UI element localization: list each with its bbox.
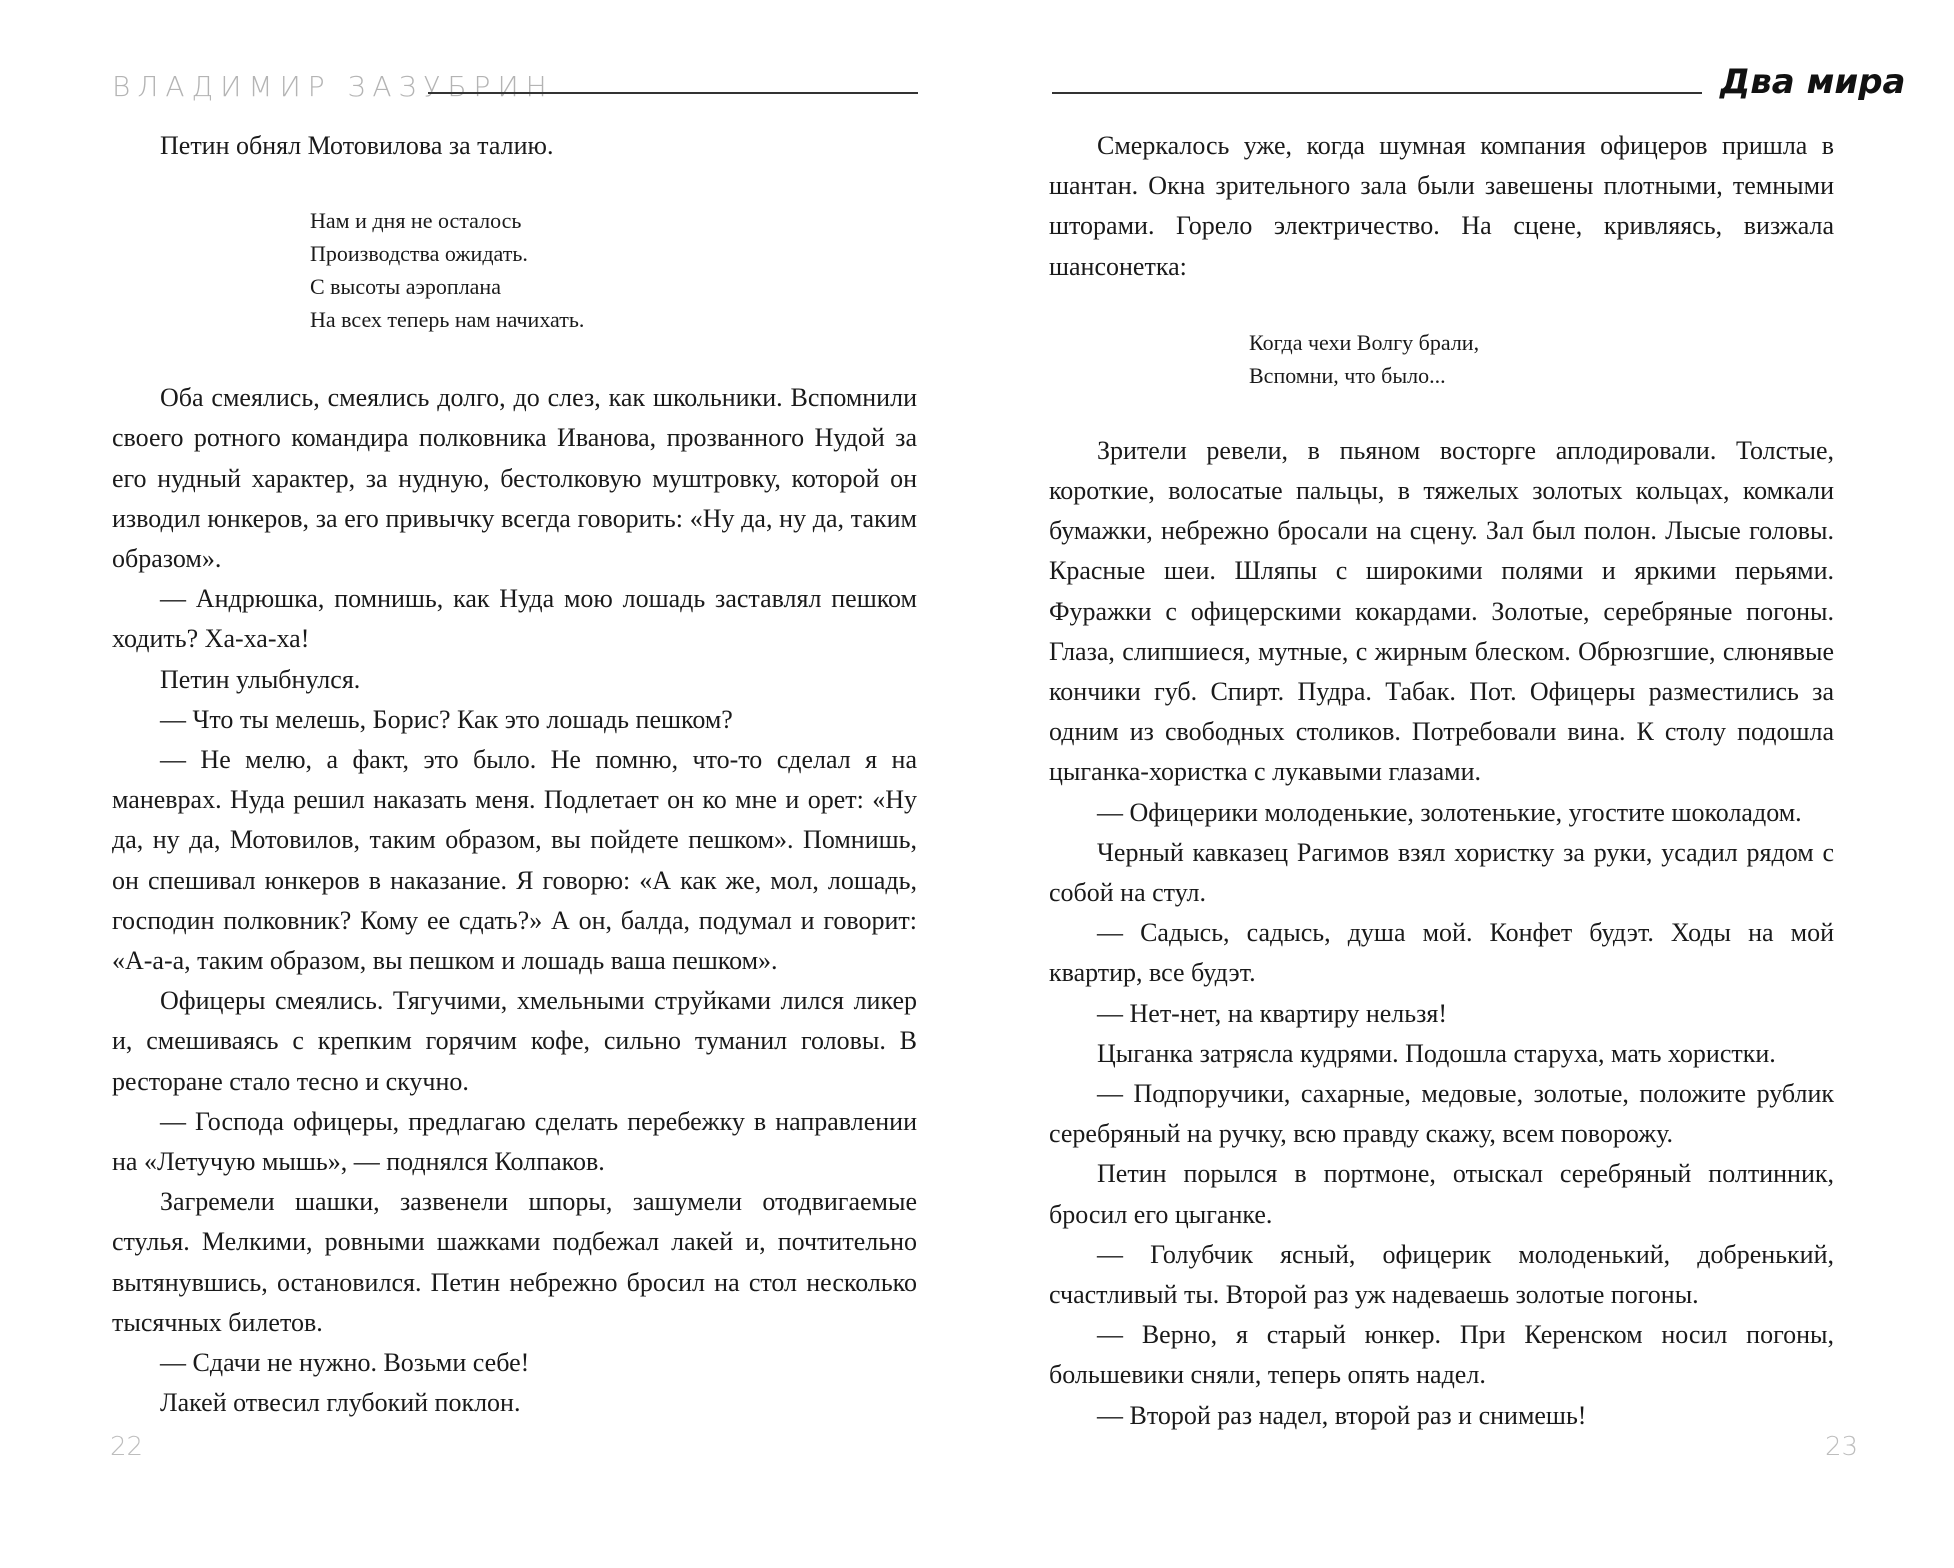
paragraph: Черный кавказец Рагимов взял хористку за руки, усадил рядом с собой на стул. — [1049, 837, 1834, 908]
verse-block — [1249, 326, 1834, 392]
verse-line: Нам и дня не осталось — [310, 208, 522, 234]
paragraph: Лакей отвесил глубокий поклон. — [160, 1388, 521, 1418]
paragraph: Петин порылся в портмоне, отыскал серебряный полтинник, бросил его цыганке. — [1049, 1159, 1834, 1229]
verse-line: Когда чехи Волгу брали, — [1249, 329, 1480, 355]
paragraph: Цыганка затрясла кудрями. Подошла старуха, мать хористки. — [1097, 1038, 1776, 1068]
paragraph: — Верно, я старый юнкер. При Керенском носил погоны, большевики сняли, теперь опять надел. — [1049, 1320, 1834, 1390]
paragraph: — Офицерики молоденькие, золотенькие, угостите шоколадом. — [1097, 797, 1802, 827]
paragraph: Офицеры смеялись. Тягучими, хмельными струйками лился ликер и, смешиваясь с крепким горячим кофе, сильно туманил головы. В ресторане стало тесно и скучно. — [112, 986, 917, 1096]
paragraph: Загремели шашки, зазвенели шпоры, зашумели отодвигаемые стулья. Мелкими, ровными шажками подбежал лакей и, почтительно вытянувшись, остановился. Петин небрежно бросил на стол несколько тысячных билетов. — [112, 1187, 917, 1337]
paragraph: — Господа офицеры, предлагаю сделать перебежку в направлении на «Летучую мышь», — поднялся Колпаков. — [112, 1106, 917, 1177]
verse-line: Вспомни, что было... — [1249, 362, 1446, 388]
paragraph: Смеркалось уже, когда шумная компания офицеров пришла в шантан. Окна зрительного зала были завешены плотными, темными шторами. Горело электричество. На сцене, кривляясь, визжала шансонетка: — [1049, 131, 1834, 281]
right-text-block — [1049, 126, 1834, 1436]
paragraph: — Сдачи не нужно. Возьми себе! — [160, 1348, 530, 1378]
paragraph: — Подпоручики, сахарные, медовые, золотые, положите рублик серебряный на ручку, всю правду скажу, всем поворожу. — [1049, 1079, 1834, 1149]
header-rule — [428, 92, 918, 94]
paragraph: — Садысь, садысь, душа мой. Конфет будэт. Ходы на мой квартир, все будэт. — [1049, 918, 1834, 988]
paragraph: — Андрюшка, помнишь, как Нуда мою лошадь заставлял пешком ходить? Ха-ха-ха! — [112, 584, 917, 654]
left-text-block — [112, 126, 917, 1423]
running-head-title: Два мира — [1720, 62, 1906, 102]
paragraph: — Голубчик ясный, офицерик молоденький, добренький, счастливый ты. Второй раз уж надеваешь золотые погоны. — [1049, 1239, 1834, 1310]
paragraph: — Что ты мелешь, Борис? Как это лошадь пешком? — [160, 704, 733, 734]
page-number: 22 — [110, 1432, 144, 1462]
paragraph: — Нет-нет, на квартиру нельзя! — [1097, 998, 1448, 1028]
page-number: 23 — [1825, 1432, 1859, 1462]
paragraph: — Не мелю, а факт, это было. Не помню, что-то сделал я на маневрах. Нуда решил наказать меня. Подлетает он ко мне и орет: «Ну да, ну да, Мотовилов, таким образом, вы пойдете пешком». Помнишь, он спешивал юнкеров в наказание. Я говорю: «А как же, мол, лошадь, господин полковник? Кому ее сдать?» А он, балда, подумал и говорит: «А-а-а, таким образом, вы пешком и лошадь ваша пешком». — [112, 745, 917, 976]
paragraph: — Второй раз надел, второй раз и снимешь! — [1097, 1400, 1587, 1430]
paragraph: Зрители ревели, в пьяном восторге аплодировали. Толстые, короткие, волосатые пальцы, в тяжелых золотых кольцах, комкали бумажки, небрежно бросали на сцену. Зал был полон. Лысые головы. Красные шеи. Шляпы с широкими полями и яркими перьями. Фуражки с офицерскими кокардами. Золотые, серебряные погоны. Глаза, слипшиеся, мутные, с жирным блеском. Обрюзгшие, слюнявые кончики губ. Спирт. Пудра. Табак. Пот. Офицеры разместились за одним из свободных столиков. Потребовали вина. К столу подошла цыганка-хористка с лукавыми глазами. — [1049, 435, 1834, 787]
right-page — [977, 0, 1954, 1568]
paragraph: Петин обнял Мотовилова за талию. — [160, 131, 554, 160]
verse-line: С высоты аэроплана — [310, 274, 501, 300]
verse-block — [310, 204, 917, 336]
paragraph: Петин улыбнулся. — [160, 664, 361, 694]
verse-line: На всех теперь нам начихать. — [310, 307, 585, 333]
running-head-author: ВЛАДИМИР ЗАЗУБРИН — [112, 70, 554, 103]
paragraph: Оба смеялись, смеялись долго, до слез, как школьники. Вспомнили своего ротного командира полковника Иванова, прозванного Нудой за его нудный характер, за нудную, бестолковую муштровку, которой он изводил юнкеров, за его привычку всегда говорить: «Ну да, ну да, таким образом». — [112, 383, 917, 574]
verse-line: Производства ожидать. — [310, 241, 528, 267]
header-rule — [1052, 92, 1702, 94]
